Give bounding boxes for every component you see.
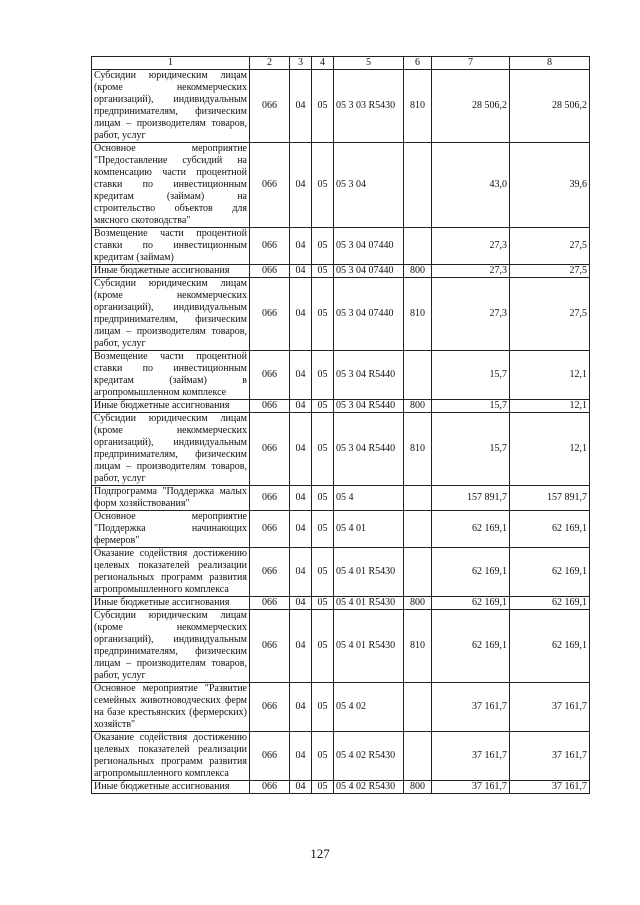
row-name: Субсидии юридическим лицам (кроме некоммерческих организаций), индивидуальным предпринимателям, физическим лицам – производителям товаров, работ, услуг: [92, 278, 250, 351]
target-article-code: 05 3 04 07440: [334, 278, 404, 351]
subsection-code: 05: [312, 351, 334, 400]
ministry-code: 066: [250, 610, 290, 683]
ministry-code: 066: [250, 351, 290, 400]
row-name: Основное мероприятие "Развитие семейных животноводческих ферм на базе крестьянских (фермерских) хозяйств": [92, 683, 250, 732]
table-row: [92, 228, 590, 265]
amount-year-2: 62 169,1: [510, 597, 590, 610]
target-article-code: 05 3 04 07440: [334, 265, 404, 278]
amount-year-1: 62 169,1: [432, 548, 510, 597]
target-article-code: 05 4 01 R5430: [334, 610, 404, 683]
amount-year-2: 62 169,1: [510, 548, 590, 597]
section-code: 04: [290, 781, 312, 794]
target-article-code: 05 4 02 R5430: [334, 781, 404, 794]
expense-type-code: 800: [404, 265, 432, 278]
amount-year-1: 43,0: [432, 143, 510, 228]
ministry-code: 066: [250, 732, 290, 781]
table-row: [92, 781, 590, 794]
subsection-code: 05: [312, 548, 334, 597]
subsection-code: 05: [312, 486, 334, 511]
ministry-code: 066: [250, 683, 290, 732]
amount-year-2: 62 169,1: [510, 610, 590, 683]
row-name: Оказание содействия достижению целевых показателей реализации региональных программ развития агропромышленного комплекса: [92, 732, 250, 781]
table-row: [92, 70, 590, 143]
expense-type-code: [404, 228, 432, 265]
target-article-code: 05 3 04 R5440: [334, 413, 404, 486]
ministry-code: 066: [250, 597, 290, 610]
section-code: 04: [290, 413, 312, 486]
amount-year-1: 62 169,1: [432, 597, 510, 610]
column-header: 8: [510, 57, 590, 70]
subsection-code: 05: [312, 781, 334, 794]
row-name: Субсидии юридическим лицам (кроме некоммерческих организаций), индивидуальным предпринимателям, физическим лицам – производителям товаров, работ, услуг: [92, 413, 250, 486]
section-code: 04: [290, 278, 312, 351]
ministry-code: 066: [250, 70, 290, 143]
table-row: [92, 413, 590, 486]
table-row: [92, 548, 590, 597]
table-row: [92, 143, 590, 228]
amount-year-1: 62 169,1: [432, 511, 510, 548]
target-article-code: 05 3 04: [334, 143, 404, 228]
row-name: Возмещение части процентной ставки по инвестиционным кредитам (займам): [92, 228, 250, 265]
amount-year-1: 37 161,7: [432, 683, 510, 732]
amount-year-2: 12,1: [510, 413, 590, 486]
column-header: 5: [334, 57, 404, 70]
subsection-code: 05: [312, 610, 334, 683]
amount-year-2: 12,1: [510, 400, 590, 413]
row-name: Основное мероприятие "Поддержка начинающих фермеров": [92, 511, 250, 548]
expense-type-code: [404, 511, 432, 548]
subsection-code: 05: [312, 413, 334, 486]
ministry-code: 066: [250, 781, 290, 794]
target-article-code: 05 4 02 R5430: [334, 732, 404, 781]
table-row: [92, 351, 590, 400]
column-header: 2: [250, 57, 290, 70]
subsection-code: 05: [312, 732, 334, 781]
expense-type-code: [404, 486, 432, 511]
section-code: 04: [290, 228, 312, 265]
column-header: 3: [290, 57, 312, 70]
subsection-code: 05: [312, 400, 334, 413]
row-name: Оказание содействия достижению целевых показателей реализации региональных программ развития агропромышленного комплекса: [92, 548, 250, 597]
expense-type-code: 810: [404, 413, 432, 486]
amount-year-2: 37 161,7: [510, 683, 590, 732]
amount-year-1: 28 506,2: [432, 70, 510, 143]
ministry-code: 066: [250, 486, 290, 511]
expense-type-code: [404, 683, 432, 732]
expense-type-code: 800: [404, 400, 432, 413]
section-code: 04: [290, 683, 312, 732]
section-code: 04: [290, 732, 312, 781]
amount-year-1: 157 891,7: [432, 486, 510, 511]
target-article-code: 05 4 01 R5430: [334, 548, 404, 597]
amount-year-2: 62 169,1: [510, 511, 590, 548]
target-article-code: 05 3 04 R5440: [334, 351, 404, 400]
target-article-code: 05 4 01 R5430: [334, 597, 404, 610]
row-name: Основное мероприятие "Предоставление субсидий на компенсацию части процентной ставки по инвестиционным кредитам (займам) на строительство объектов для мясного скотоводства": [92, 143, 250, 228]
amount-year-2: 27,5: [510, 278, 590, 351]
table-row: [92, 683, 590, 732]
section-code: 04: [290, 265, 312, 278]
row-name: Субсидии юридическим лицам (кроме некоммерческих организаций), индивидуальным предпринимателям, физическим лицам – производителям товаров, работ, услуг: [92, 610, 250, 683]
header-row: [92, 57, 590, 70]
expense-type-code: [404, 548, 432, 597]
table-row: [92, 610, 590, 683]
column-header: 4: [312, 57, 334, 70]
ministry-code: 066: [250, 228, 290, 265]
table-row: [92, 278, 590, 351]
amount-year-1: 15,7: [432, 413, 510, 486]
subsection-code: 05: [312, 228, 334, 265]
ministry-code: 066: [250, 548, 290, 597]
amount-year-2: 37 161,7: [510, 781, 590, 794]
ministry-code: 066: [250, 413, 290, 486]
amount-year-1: 15,7: [432, 400, 510, 413]
subsection-code: 05: [312, 683, 334, 732]
amount-year-2: 39,6: [510, 143, 590, 228]
amount-year-2: 12,1: [510, 351, 590, 400]
table-row: [92, 265, 590, 278]
ministry-code: 066: [250, 400, 290, 413]
amount-year-1: 62 169,1: [432, 610, 510, 683]
expense-type-code: 810: [404, 70, 432, 143]
table-row: [92, 486, 590, 511]
expense-type-code: 810: [404, 610, 432, 683]
amount-year-1: 37 161,7: [432, 781, 510, 794]
row-name: Иные бюджетные ассигнования: [92, 265, 250, 278]
table-row: [92, 511, 590, 548]
section-code: 04: [290, 597, 312, 610]
subsection-code: 05: [312, 278, 334, 351]
amount-year-1: 15,7: [432, 351, 510, 400]
row-name: Подпрограмма "Поддержка малых форм хозяйствования": [92, 486, 250, 511]
row-name: Иные бюджетные ассигнования: [92, 597, 250, 610]
amount-year-2: 27,5: [510, 265, 590, 278]
section-code: 04: [290, 143, 312, 228]
column-header: 7: [432, 57, 510, 70]
amount-year-1: 27,3: [432, 228, 510, 265]
section-code: 04: [290, 548, 312, 597]
expense-type-code: [404, 351, 432, 400]
row-name: Иные бюджетные ассигнования: [92, 400, 250, 413]
ministry-code: 066: [250, 265, 290, 278]
budget-table: [91, 56, 590, 794]
subsection-code: 05: [312, 511, 334, 548]
expense-type-code: 810: [404, 278, 432, 351]
ministry-code: 066: [250, 278, 290, 351]
subsection-code: 05: [312, 143, 334, 228]
table-row: [92, 597, 590, 610]
page-number: 127: [310, 846, 330, 861]
ministry-code: 066: [250, 511, 290, 548]
amount-year-1: 27,3: [432, 265, 510, 278]
row-name: Возмещение части процентной ставки по инвестиционным кредитам (займам) в агропромышленном комплексе: [92, 351, 250, 400]
target-article-code: 05 3 03 R5430: [334, 70, 404, 143]
section-code: 04: [290, 486, 312, 511]
column-header: 1: [92, 57, 250, 70]
table-row: [92, 400, 590, 413]
amount-year-1: 27,3: [432, 278, 510, 351]
target-article-code: 05 4: [334, 486, 404, 511]
amount-year-2: 37 161,7: [510, 732, 590, 781]
subsection-code: 05: [312, 70, 334, 143]
section-code: 04: [290, 511, 312, 548]
amount-year-2: 28 506,2: [510, 70, 590, 143]
section-code: 04: [290, 351, 312, 400]
target-article-code: 05 3 04 07440: [334, 228, 404, 265]
amount-year-1: 37 161,7: [432, 732, 510, 781]
target-article-code: 05 4 02: [334, 683, 404, 732]
expense-type-code: 800: [404, 781, 432, 794]
amount-year-2: 27,5: [510, 228, 590, 265]
target-article-code: 05 4 01: [334, 511, 404, 548]
section-code: 04: [290, 70, 312, 143]
section-code: 04: [290, 610, 312, 683]
subsection-code: 05: [312, 265, 334, 278]
ministry-code: 066: [250, 143, 290, 228]
amount-year-2: 157 891,7: [510, 486, 590, 511]
row-name: Иные бюджетные ассигнования: [92, 781, 250, 794]
subsection-code: 05: [312, 597, 334, 610]
expense-type-code: [404, 732, 432, 781]
row-name: Субсидии юридическим лицам (кроме некоммерческих организаций), индивидуальным предпринимателям, физическим лицам – производителям товаров, работ, услуг: [92, 70, 250, 143]
table-row: [92, 732, 590, 781]
expense-type-code: 800: [404, 597, 432, 610]
expense-type-code: [404, 143, 432, 228]
target-article-code: 05 3 04 R5440: [334, 400, 404, 413]
column-header: 6: [404, 57, 432, 70]
section-code: 04: [290, 400, 312, 413]
